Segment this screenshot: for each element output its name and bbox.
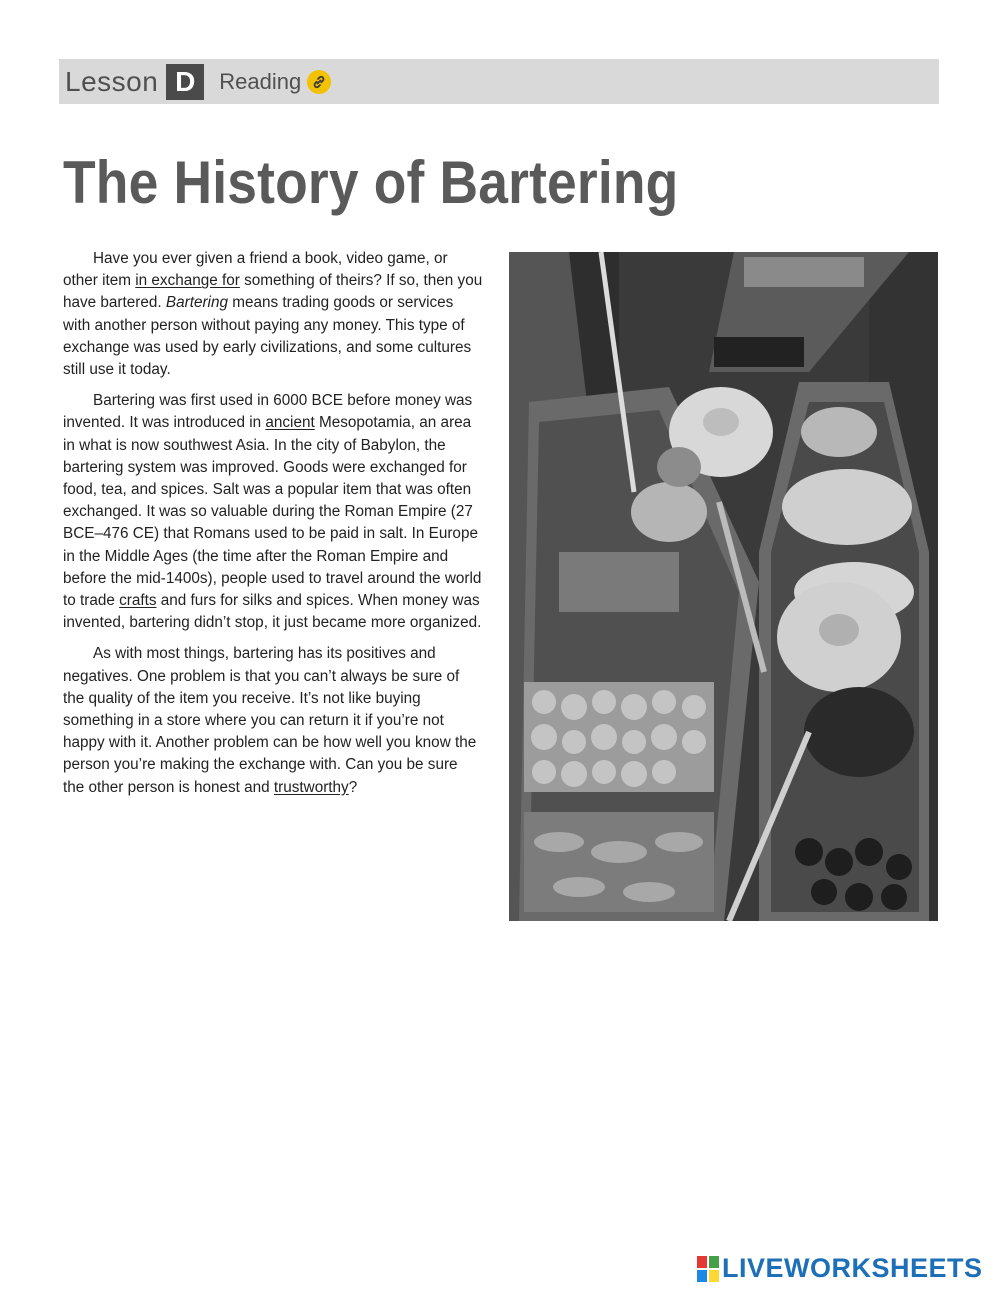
lesson-label: Lesson xyxy=(65,65,159,97)
paragraph-1 xyxy=(63,248,483,381)
text-run: Bartering was first used in 6000 BCE before money was invented. It was introduced in xyxy=(63,392,473,432)
photo-floating-market-icon xyxy=(509,252,938,921)
text-run: means trading goods or services with another person without paying any money. This type of exchange was used by early civilizations, and some cultures still use it today. xyxy=(63,294,472,379)
floating-market-photo xyxy=(509,252,938,921)
text-run: Have you ever given a friend a book, video game, or other item xyxy=(63,250,448,290)
text-run: As with most things, bartering has its positives and negatives. One problem is that you can’t always be sure of the quality of the item you receive. It’s not like buying something in a store where you can return it if you’re not happy with it. Another problem can be how well you know the person you’re making the exchange with. Can you be sure the other person is honest and xyxy=(63,645,477,796)
vocab-term-crafts: crafts xyxy=(119,592,157,610)
link-icon[interactable] xyxy=(307,70,331,94)
text-run: ? xyxy=(348,778,358,796)
vocab-term-in-exchange-for: in exchange for xyxy=(135,272,240,290)
paragraph-3 xyxy=(63,643,483,798)
lesson-letter-badge: D xyxy=(166,64,204,100)
text-run: and furs for silks and spices. When money was invented, bartering didn’t stop, it just became more organized. xyxy=(63,592,482,632)
vocab-term-trustworthy: trustworthy xyxy=(273,778,349,796)
vocab-term-ancient: ancient xyxy=(265,414,315,432)
text-run: Mesopotamia, an area in what is now southwest Asia. In the city of Babylon, the bartering system was improved. Goods were exchanged for food, tea, and spices. Salt was a popular item that was often exchanged. It was so valuable during the Roman Empire (27 BCE–476 CE) that Romans used to be paid in salt. In Europe in the Middle Ages (the time after the Roman Empire and before the mid-1400s), people used to travel around the world to trade xyxy=(63,414,482,610)
article-body xyxy=(63,248,483,808)
section-label: Reading xyxy=(219,68,302,94)
text-run: something of theirs? If so, then you have bartered. xyxy=(63,272,483,312)
term-bartering: Bartering xyxy=(165,294,228,312)
lesson-header xyxy=(59,59,939,104)
liveworksheets-logo-icon xyxy=(697,1256,719,1282)
brand-name: LIVEWORKSHEETS xyxy=(722,1253,983,1283)
paragraph-2 xyxy=(63,390,483,634)
liveworksheets-brand[interactable] xyxy=(697,1253,983,1284)
page-title: The History of Bartering xyxy=(63,149,679,216)
